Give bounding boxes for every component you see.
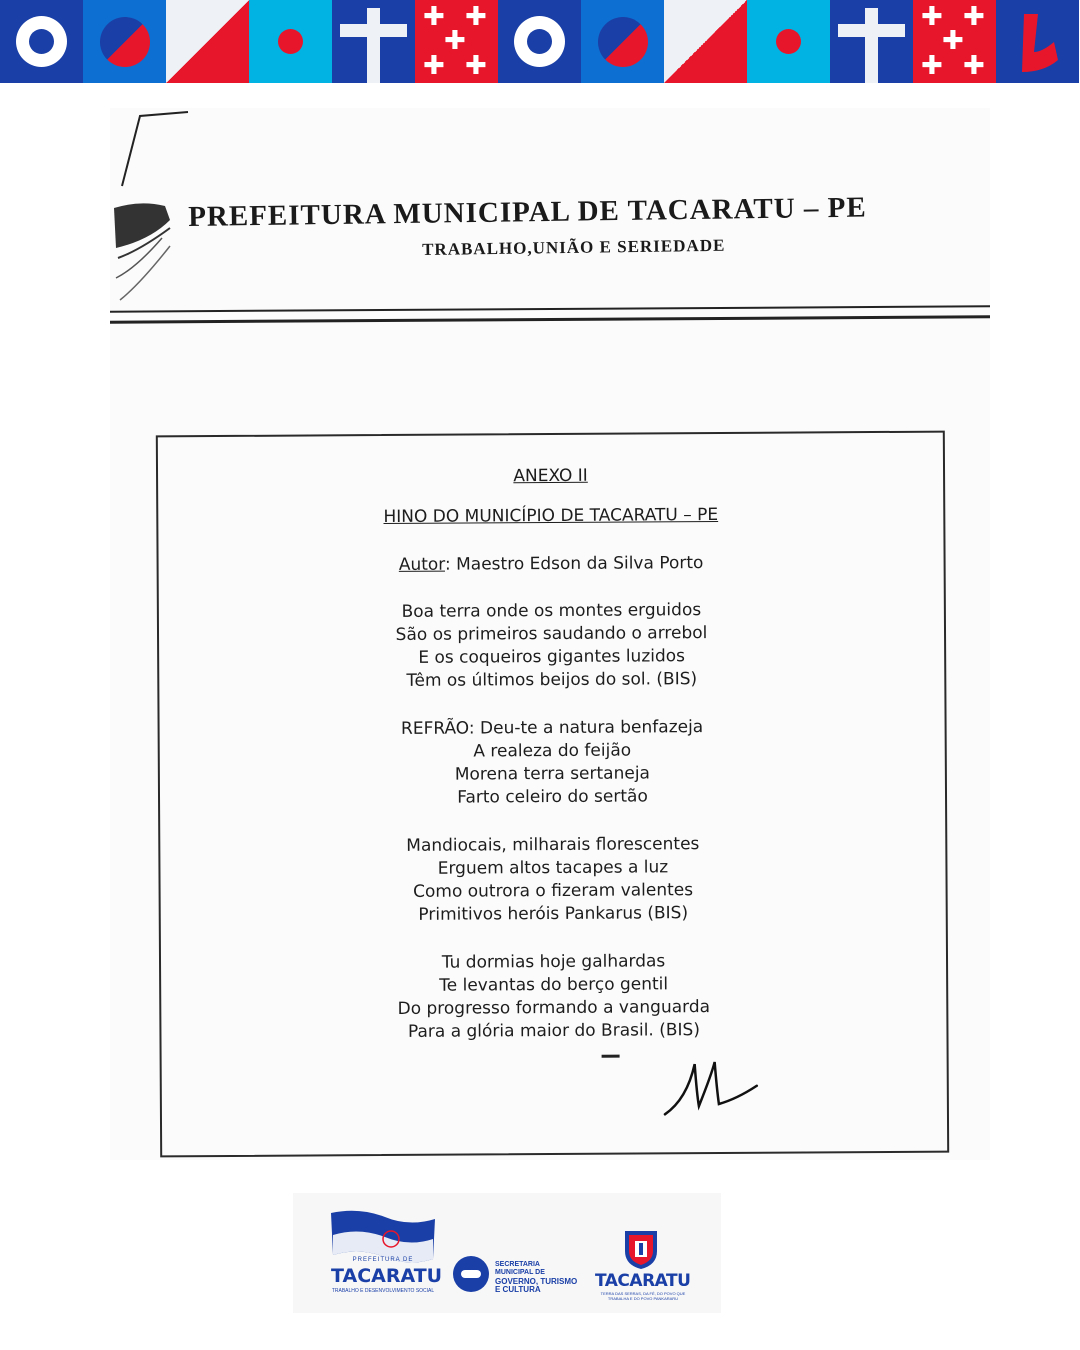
city-wordmark: TACARATU — [595, 1271, 691, 1291]
verse-line: Tu dormias hoje galhardas — [441, 951, 666, 973]
verse-line: Te levantas do berço gentil — [439, 974, 669, 996]
secretaria-icon — [453, 1256, 489, 1292]
letterhead-title: PREFEITURA MUNICIPAL DE TACARATU – PE — [188, 191, 867, 233]
verse-line: Mandiocais, milharais florescentes — [406, 834, 700, 856]
author-name: : Maestro Edson da Silva Porto — [444, 553, 704, 575]
prefeitura-name: TACARATU — [331, 1265, 443, 1287]
emblem-icon — [110, 108, 195, 308]
annex-label: ANEXO II — [513, 465, 588, 487]
letterhead-motto: TRABALHO,UNIÃO E SERIEDADE — [422, 235, 726, 259]
plus-grid-icon: ✚ ✚ ✚ ✚ ✚ — [913, 0, 996, 83]
verse-line: E os coqueiros gigantes luzidos — [418, 646, 686, 668]
city-tagline: TERRA DAS SERRAS, DA FÉ, DO POVO QUE TRABALHA E DO POVO PANKARARU — [600, 1291, 686, 1301]
signature-icon — [657, 1044, 767, 1125]
verse-line: Morena terra sertaneja — [454, 763, 650, 785]
divider — [110, 315, 990, 323]
stanza — [159, 598, 945, 695]
verse-line: Para a glória maior do Brasil. (BIS) — [407, 1020, 701, 1042]
prefeitura-small: PREFEITURA DE — [352, 1257, 414, 1263]
secretaria-line: GOVERNO, TURISMO — [495, 1277, 578, 1286]
cross-icon — [332, 0, 415, 83]
divider — [110, 305, 990, 312]
stanza — [161, 949, 947, 1046]
split-circle-icon — [83, 0, 166, 83]
stanza — [160, 832, 946, 929]
verse-line: Erguem altos tacapes a luz — [437, 857, 669, 879]
verse-line: Primitivos heróis Pankarus (BIS) — [418, 903, 689, 925]
author-line — [159, 551, 944, 578]
anthem-text — [158, 463, 947, 1046]
decorative-banner — [0, 0, 1080, 83]
author-label: Autor — [398, 554, 446, 575]
secretaria-line: E CULTURA — [495, 1285, 541, 1294]
mark — [602, 1055, 620, 1058]
dot-icon — [249, 0, 332, 83]
secretaria-line: SECRETARIA — [495, 1261, 540, 1268]
dot-icon — [747, 0, 830, 83]
ring-icon — [498, 0, 581, 83]
cross-icon — [830, 0, 913, 83]
l-shape-icon — [996, 0, 1079, 83]
refrain — [160, 715, 946, 812]
prefeitura-tagline: TRABALHO E DESENVOLVIMENTO SOCIAL — [331, 1288, 435, 1294]
verse-line: A realeza do feijão — [473, 740, 632, 762]
verse-line: Como outrora o fizeram valentes — [413, 880, 694, 902]
verse-line: REFRÃO: Deu-te a natura benfazeja — [400, 717, 704, 739]
plus-grid-icon: ✚ ✚ ✚ ✚ ✚ — [415, 0, 498, 83]
diagonal-icon — [166, 0, 249, 83]
verse-line: Boa terra onde os montes erguidos — [401, 600, 702, 622]
diagonal-icon — [664, 0, 747, 83]
verse-line: São os primeiros saudando o arrebol — [395, 623, 708, 645]
partner-logos — [293, 1193, 721, 1313]
secretaria-line: MUNICIPAL DE — [495, 1269, 545, 1276]
split-circle-icon — [581, 0, 664, 83]
verse-line: Farto celeiro do sertão — [457, 786, 648, 808]
verse-line: Do progresso formando a vanguarda — [397, 997, 711, 1019]
crest-icon — [619, 1227, 663, 1271]
annex-box — [156, 431, 949, 1158]
anthem-title: HINO DO MUNICÍPIO DE TACARATU – PE — [383, 504, 719, 528]
verse-line: Têm os últimos beijos do sol. (BIS) — [406, 669, 698, 691]
scanned-document — [110, 108, 990, 1160]
ring-icon — [0, 0, 83, 83]
